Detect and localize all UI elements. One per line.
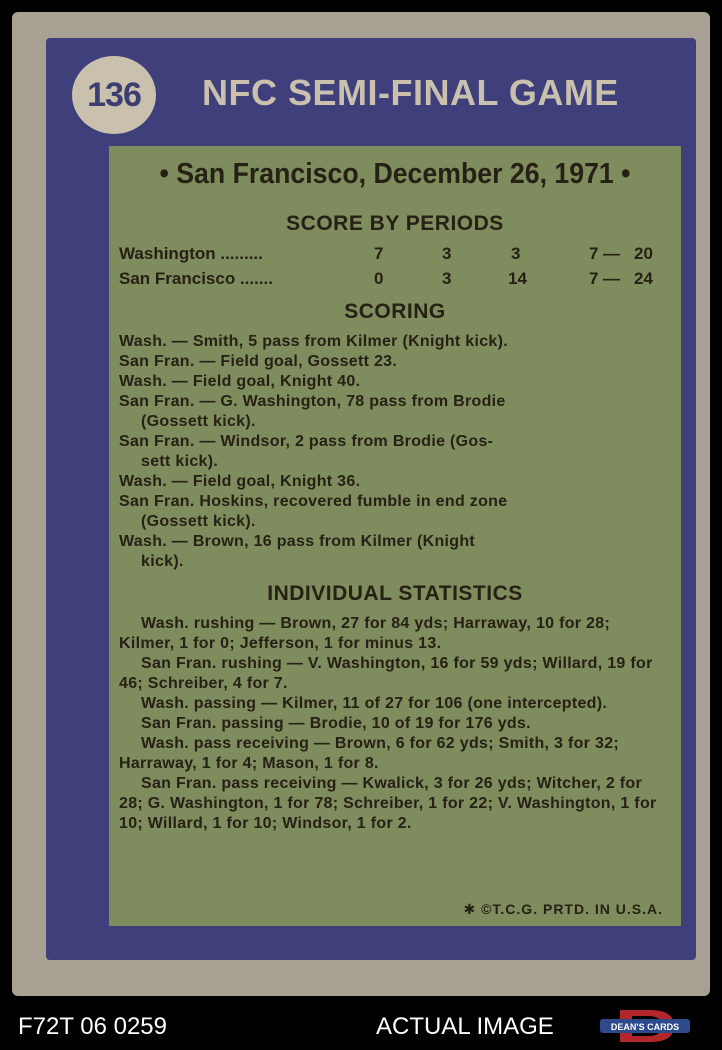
stat-paragraph: Wash. rushing — Brown, 27 for 84 yds; Harraway, 10 for 28; Kilmer, 1 for 0; Jefferson, 1 for minus 13. — [119, 615, 611, 652]
team-name: San Francisco ....... — [119, 269, 273, 288]
stats-list — [119, 614, 657, 834]
score-q2: 3 — [442, 244, 452, 263]
game-location-date: • San Francisco, December 26, 1971 • — [159, 158, 631, 190]
scoring-entry: San Fran. — Field goal, Gossett 23. — [119, 353, 398, 370]
deans-cards-logo — [598, 1008, 692, 1044]
score-q3: 14 — [508, 269, 527, 288]
stats-heading: INDIVIDUAL STATISTICS — [267, 582, 523, 605]
logo-text: DEAN'S CARDS — [610, 1022, 680, 1032]
scoring-entry-continued: sett kick). — [141, 453, 219, 470]
score-dash: — — [603, 244, 620, 263]
score-total: 24 — [634, 269, 653, 288]
inventory-id: F72T 06 0259 — [18, 1013, 168, 1040]
scoring-entry: Wash. — Brown, 16 pass from Kilmer (Knight — [119, 533, 476, 550]
stat-paragraph: San Fran. pass receiving — Kwalick, 3 for 26 yds; Witcher, 2 for 28; G. Washington, 1 for 78; Schreiber, 1 for 22; V. Washington, 1 for 10; Willard, 1 for 10; Windsor, 1 for 2. — [119, 775, 657, 832]
score-q4: 7 — [589, 244, 599, 263]
score-heading: SCORE BY PERIODS — [286, 212, 504, 235]
score-row — [119, 269, 659, 293]
scoring-entry-continued: (Gossett kick). — [141, 413, 256, 430]
scoring-list — [119, 332, 657, 572]
score-q1: 0 — [374, 269, 384, 288]
stat-paragraph: San Fran. rushing — V. Washington, 16 for 59 yds; Willard, 19 for 46; Schreiber, 4 for 7. — [119, 655, 653, 692]
stats-panel — [109, 146, 681, 926]
team-name: Washington ......... — [119, 244, 263, 263]
score-q1: 7 — [374, 244, 384, 263]
stat-paragraph: Wash. passing — Kilmer, 11 of 27 for 106 (one intercepted). — [141, 695, 608, 712]
card-title: NFC SEMI-FINAL GAME — [202, 72, 619, 113]
scoring-entry-continued: kick). — [141, 553, 184, 570]
scoring-entry: San Fran. — Windsor, 2 pass from Brodie (Gos- — [119, 433, 494, 450]
actual-image-label: ACTUAL IMAGE — [376, 1013, 554, 1040]
card-border — [12, 12, 710, 996]
scoring-heading: SCORING — [344, 300, 446, 323]
card-number-badge — [72, 56, 156, 134]
scoring-entry: San Fran. Hoskins, recovered fumble in end zone — [119, 493, 508, 510]
score-q4: 7 — [589, 269, 599, 288]
card-number: 136 — [87, 75, 141, 114]
scoring-entry: San Fran. — G. Washington, 78 pass from Brodie — [119, 393, 506, 410]
scoring-entry: Wash. — Smith, 5 pass from Kilmer (Knight kick). — [119, 333, 508, 350]
score-dash: — — [603, 269, 620, 288]
scoring-entry: Wash. — Field goal, Knight 36. — [119, 473, 361, 490]
stat-paragraph: Wash. pass receiving — Brown, 6 for 62 yds; Smith, 3 for 32; Harraway, 1 for 4; Mason, 1 for 8. — [119, 735, 619, 772]
scoring-entry: Wash. — Field goal, Knight 40. — [119, 373, 361, 390]
score-q2: 3 — [442, 269, 452, 288]
score-row — [119, 244, 659, 268]
scoring-entry-continued: (Gossett kick). — [141, 513, 256, 530]
score-q3: 3 — [511, 244, 521, 263]
stat-paragraph: San Fran. passing — Brodie, 10 of 19 for 176 yds. — [141, 715, 531, 732]
score-total: 20 — [634, 244, 653, 263]
copyright-note: ✱ ©T.C.G. PRTD. IN U.S.A. — [463, 901, 663, 917]
